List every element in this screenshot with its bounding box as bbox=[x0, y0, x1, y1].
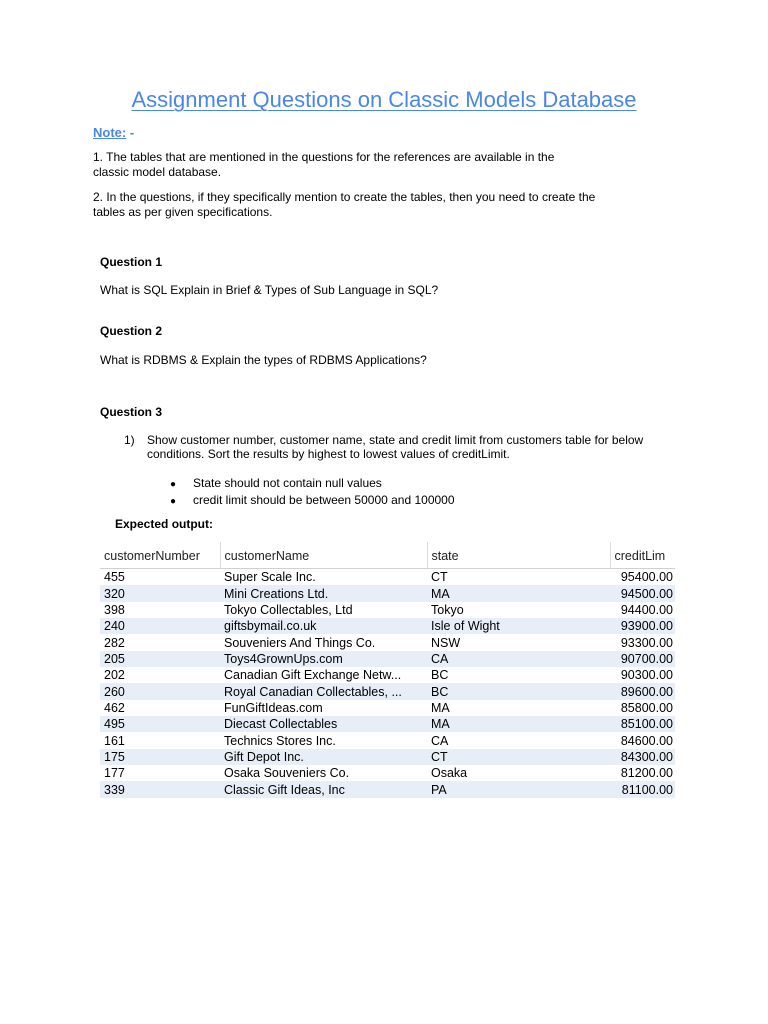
state-cell: BC bbox=[427, 667, 610, 683]
table-row bbox=[100, 700, 675, 716]
customer-number-cell: 320 bbox=[100, 585, 220, 601]
question-1-text: What is SQL Explain in Brief & Types of Sub Language in SQL? bbox=[100, 283, 439, 297]
table-row bbox=[100, 716, 675, 732]
credit-limit-cell: 93300.00 bbox=[610, 634, 675, 650]
customer-number-cell: 202 bbox=[100, 667, 220, 683]
credit-limit-cell: 93900.00 bbox=[610, 618, 675, 634]
table-row bbox=[100, 651, 675, 667]
table-row bbox=[100, 683, 675, 699]
credit-limit-cell: 89600.00 bbox=[610, 683, 675, 699]
customer-name-cell: FunGiftIdeas.com bbox=[220, 700, 427, 716]
question-3-heading: Question 3 bbox=[100, 405, 163, 419]
table-header-row bbox=[100, 542, 675, 569]
expected-output-label: Expected output: bbox=[115, 517, 213, 531]
note-suffix: - bbox=[126, 125, 135, 140]
state-cell: CT bbox=[427, 569, 610, 586]
credit-limit-cell: 84300.00 bbox=[610, 749, 675, 765]
customer-number-cell: 240 bbox=[100, 618, 220, 634]
condition-list bbox=[170, 476, 455, 509]
table-row bbox=[100, 569, 675, 586]
credit-limit-cell: 94500.00 bbox=[610, 585, 675, 601]
customer-name-cell: Canadian Gift Exchange Netw... bbox=[220, 667, 427, 683]
note-paragraph-1: 1. The tables that are mentioned in the questions for the references are available in the classic model database. bbox=[93, 150, 555, 179]
credit-limit-cell: 94400.00 bbox=[610, 602, 675, 618]
state-cell: NSW bbox=[427, 634, 610, 650]
customer-name-cell: Technics Stores Inc. bbox=[220, 732, 427, 748]
note-label: Note: bbox=[93, 125, 127, 140]
table-row bbox=[100, 618, 675, 634]
question-1-heading: Question 1 bbox=[100, 255, 163, 269]
state-cell: CA bbox=[427, 732, 610, 748]
customer-number-cell: 339 bbox=[100, 781, 220, 797]
customer-name-cell: Osaka Souveniers Co. bbox=[220, 765, 427, 781]
table-row bbox=[100, 765, 675, 781]
state-cell: CA bbox=[427, 651, 610, 667]
expected-output-table bbox=[100, 542, 675, 798]
note-line bbox=[93, 124, 134, 141]
customer-name-cell: Tokyo Collectables, Ltd bbox=[220, 602, 427, 618]
state-cell: MA bbox=[427, 716, 610, 732]
table-row bbox=[100, 634, 675, 650]
credit-limit-cell: 90700.00 bbox=[610, 651, 675, 667]
customer-name-cell: Gift Depot Inc. bbox=[220, 749, 427, 765]
customer-name-cell: Royal Canadian Collectables, ... bbox=[220, 683, 427, 699]
customer-number-cell: 455 bbox=[100, 569, 220, 586]
table-row bbox=[100, 585, 675, 601]
state-cell: Tokyo bbox=[427, 602, 610, 618]
column-header-customer-number: customerNumber bbox=[100, 542, 220, 569]
subitem-text: Show customer number, customer name, state and credit limit from customers table for below conditions. Sort the results by highest to lowest values of creditLimit. bbox=[147, 433, 644, 461]
customer-number-cell: 495 bbox=[100, 716, 220, 732]
customer-number-cell: 462 bbox=[100, 700, 220, 716]
customer-name-cell: Classic Gift Ideas, Inc bbox=[220, 781, 427, 797]
customer-number-cell: 260 bbox=[100, 683, 220, 699]
credit-limit-cell: 85800.00 bbox=[610, 700, 675, 716]
question-2-text: What is RDBMS & Explain the types of RDBMS Applications? bbox=[100, 353, 427, 367]
customer-number-cell: 161 bbox=[100, 732, 220, 748]
customer-number-cell: 398 bbox=[100, 602, 220, 618]
question-2-heading: Question 2 bbox=[100, 324, 163, 338]
table-row bbox=[100, 781, 675, 797]
table-row bbox=[100, 749, 675, 765]
state-cell: Isle of Wight bbox=[427, 618, 610, 634]
customer-number-cell: 205 bbox=[100, 651, 220, 667]
customer-name-cell: Mini Creations Ltd. bbox=[220, 585, 427, 601]
customer-number-cell: 175 bbox=[100, 749, 220, 765]
table-body bbox=[100, 569, 675, 798]
state-cell: MA bbox=[427, 585, 610, 601]
condition-item bbox=[170, 493, 455, 510]
state-cell: Osaka bbox=[427, 765, 610, 781]
subitem-number: 1) bbox=[124, 433, 135, 447]
credit-limit-cell: 95400.00 bbox=[610, 569, 675, 586]
bullet-icon: ● bbox=[170, 479, 177, 490]
customer-name-cell: Souveniers And Things Co. bbox=[220, 634, 427, 650]
state-cell: BC bbox=[427, 683, 610, 699]
customer-number-cell: 177 bbox=[100, 765, 220, 781]
column-header-customer-name: customerName bbox=[220, 542, 427, 569]
state-cell: PA bbox=[427, 781, 610, 797]
state-cell: MA bbox=[427, 700, 610, 716]
credit-limit-cell: 81200.00 bbox=[610, 765, 675, 781]
condition-item bbox=[170, 476, 455, 493]
table-row bbox=[100, 667, 675, 683]
customer-name-cell: Toys4GrownUps.com bbox=[220, 651, 427, 667]
bullet-icon: ● bbox=[170, 495, 177, 507]
customer-number-cell: 282 bbox=[100, 634, 220, 650]
table-row bbox=[100, 602, 675, 618]
credit-limit-cell: 90300.00 bbox=[610, 667, 675, 683]
column-header-credit-limit: creditLim bbox=[610, 542, 675, 569]
customer-name-cell: Diecast Collectables bbox=[220, 716, 427, 732]
note-paragraph-2: 2. In the questions, if they specifically mention to create the tables, then you need to create the tables as per given specifications. bbox=[93, 190, 596, 219]
credit-limit-cell: 81100.00 bbox=[610, 781, 675, 797]
state-cell: CT bbox=[427, 749, 610, 765]
column-header-state: state bbox=[427, 542, 610, 569]
credit-limit-cell: 85100.00 bbox=[610, 716, 675, 732]
condition-text: State should not contain null values bbox=[193, 476, 382, 490]
table-row bbox=[100, 732, 675, 748]
condition-text: credit limit should be between 50000 and 100000 bbox=[193, 492, 455, 507]
document-title: Assignment Questions on Classic Models Database bbox=[131, 87, 637, 112]
customer-name-cell: giftsbymail.co.uk bbox=[220, 618, 427, 634]
customer-name-cell: Super Scale Inc. bbox=[220, 569, 427, 586]
credit-limit-cell: 84600.00 bbox=[610, 732, 675, 748]
